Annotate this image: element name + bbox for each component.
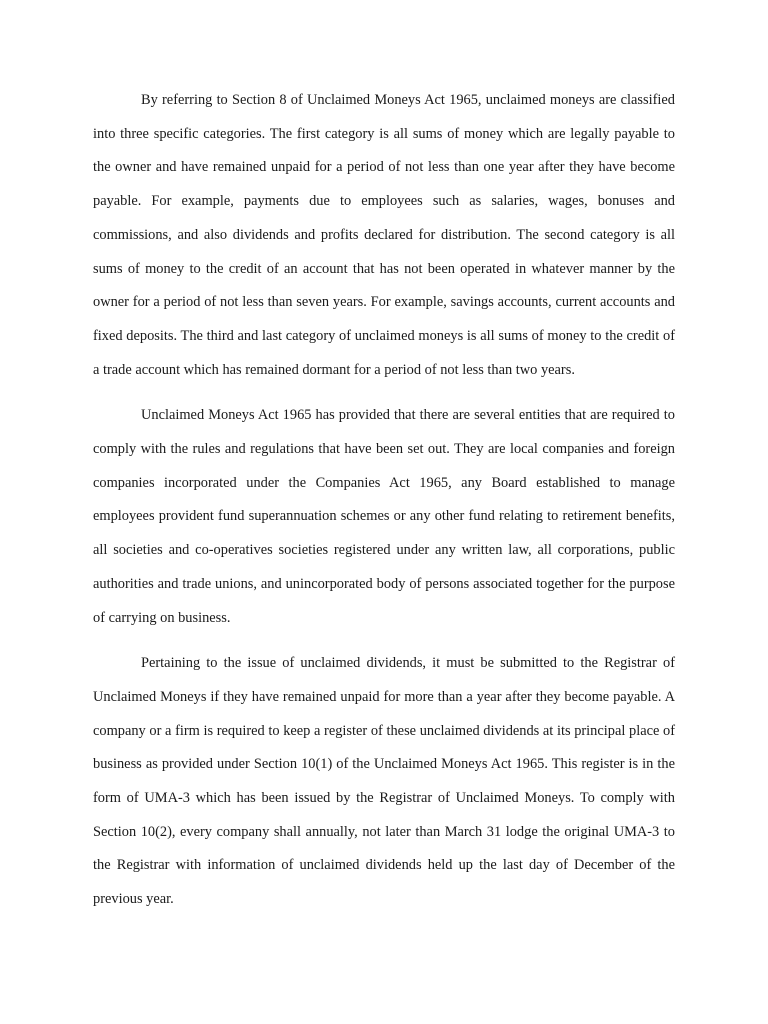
paragraph-entities-required-to-comply: Unclaimed Moneys Act 1965 has provided that there are several entities that are required to comply with the rules and regulations that have been set out. They are local companies and foreign companies incorporated under the Companies Act 1965, any Board established to manage employees provident fund superannuation schemes or any other fund relating to retirement benefits, all societies and co-operatives societies registered under any written law, all corporations, public authorities and trade unions, and unincorporated body of persons associated together for the purpose of carrying on business. xyxy=(93,407,675,626)
paragraph-unclaimed-dividends: Pertaining to the issue of unclaimed dividends, it must be submitted to the Registrar of Unclaimed Moneys if they have remained unpaid for more than a year after they become payable. A company or a firm is required to keep a register of these unclaimed dividends at its principal place of business as provided under Section 10(1) of the Unclaimed Moneys Act 1965. This register is in the form of UMA-3 which has been issued by the Registrar of Unclaimed Moneys. To comply with Section 10(2), every company shall annually, not later than March 31 lodge the original UMA-3 to the Registrar with information of unclaimed dividends held up the last day of December of the previous year. xyxy=(93,655,675,908)
paragraph-unclaimed-moneys-categories: By referring to Section 8 of Unclaimed Moneys Act 1965, unclaimed moneys are classified into three specific categories. The first category is all sums of money which are legally payable to the owner and have remained unpaid for a period of not less than one year after they have become payable. For example, payments due to employees such as salaries, wages, bonuses and commissions, and also dividends and profits declared for distribution. The second category is all sums of money to the credit of an account that has not been operated in whatever manner by the owner for a period of not less than seven years. For example, savings accounts, current accounts and fixed deposits. The third and last category of unclaimed moneys is all sums of money to the credit of a trade account which has remained dormant for a period of not less than two years. xyxy=(93,92,675,378)
document-body xyxy=(93,84,675,929)
